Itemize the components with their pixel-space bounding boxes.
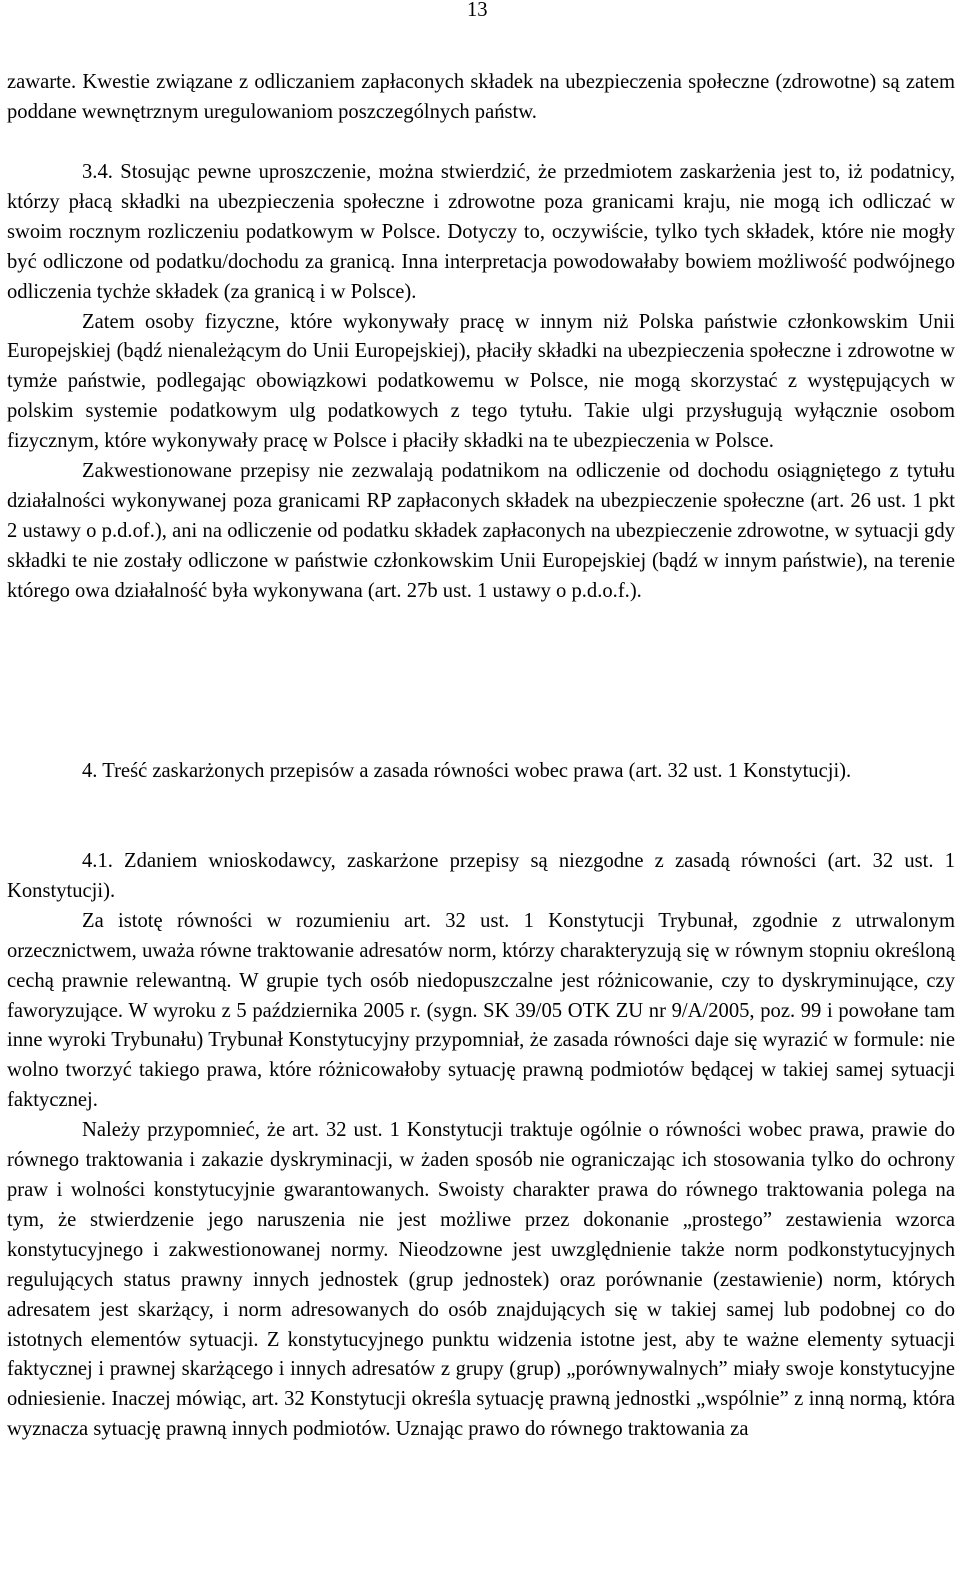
paragraph-3-4: 3.4. Stosując pewne uproszczenie, można stwierdzić, że przedmiotem zaskarżenia jest to, iż podatnicy, którzy płacą składki na ubezpieczenia społeczne i zdrowotne poza granicami kraju, nie mogą ich odliczać w swoim rocznym rozliczeniu podatkowym w Polsce. Dotyczy to, oczywiście, tylko tych składek, które nie mogły być odliczone od podatku/dochodu za granicą. Inna interpretacja powodowałaby bowiem możliwość podwójnego odliczenia tychże składek (za granicą i w Polsce). (7, 161, 955, 303)
paragraph-continuation: zawarte. Kwestie związane z odliczaniem zapłaconych składek na ubezpieczenia społeczne (zdrowotne) są zatem poddane wewnętrznym uregulowaniom poszczególnych państw. (7, 71, 955, 123)
section-heading-4: 4. Treść zaskarżonych przepisów a zasada równości wobec prawa (art. 32 ust. 1 Konstytucji). (82, 760, 852, 782)
paragraph-istota-rownosci: Za istotę równości w rozumieniu art. 32 ust. 1 Konstytucji Trybunał, zgodnie z utrwalonym orzecznictwem, uważa równe traktowanie adresatów norm, którzy charakteryzują się w równym stopniu określoną cechą prawnie relewantną. W grupie tych osób niedopuszczalne jest różnicowanie, czy to dyskryminujące, czy faworyzujące. W wyroku z 5 października 2005 r. (sygn. SK 39/05 OTK ZU nr 9/A/2005, poz. 99 i powołane tam inne wyroki Trybunału) Trybunał Konstytucyjny przypomniał, że zasada równości daje się wyrazić w formule: nie wolno tworzyć takiego prawa, które różnicowałoby sytuację prawną podmiotów będącej w takiej samej sytuacji faktycznej. (7, 909, 955, 1112)
text-block-4 (7, 847, 955, 1445)
text-block-1 (7, 68, 955, 128)
paragraph-nalezy-przypomniec: Należy przypomnieć, że art. 32 ust. 1 Konstytucji traktuje ogólnie o równości wobec prawa, prawie do równego traktowania i zakazie dyskryminacji, w żaden sposób nie ograniczając ich stosowania tylko do ochrony praw i wolności konstytucyjnie gwarantowanych. Swoisty charakter prawa do równego traktowania polega na tym, że stwierdzenie jego naruszenia nie jest możliwe przez dokonanie „prostego” zestawienia wzorca konstytucyjnego i zakwestionowanej normy. Nieodzowne jest uwzględnienie także norm podkonstytucyjnych regulujących status prawny innych jednostek (grup jednostek) oraz porównanie (zestawienie) norm, których adresatem jest skarżący, i norm adresowanych do osób znajdujących się w takiej samej lub podobnej co do istotnych elementów sytuacji. Z konstytucyjnego punktu widzenia istotne jest, aby te ważne elementy sytuacji faktycznej i prawnej skarżącego i innych adresatów z grupy (grup) „porównywalnych” miały swoje konstytucyjne odniesienie. Inaczej mówiąc, art. 32 Konstytucji określa sytuację prawną jednostki „wspólnie” z inną normą, która wyznacza sytuację prawną innych podmiotów. Uznając prawo do równego traktowania za (7, 1119, 955, 1441)
paragraph-zakwestionowane-przepisy: Zakwestionowane przepisy nie zezwalają podatnikom na odliczenie od dochodu osiągniętego z tytułu działalności wykonywanej poza granicami RP zapłaconych składek na ubezpieczenie społeczne (art. 26 ust. 1 pkt 2 ustawy o p.d.of.), ani na odliczenie od podatku składek zapłaconych na ubezpieczenie zdrowotne, w sytuacji gdy składki te nie zostały odliczone w państwie członkowskim Unii Europejskiej (bądź w innym państwie), na terenie którego owa działalność była wykonywana (art. 27b ust. 1 ustawy o p.d.o.f.). (7, 460, 955, 602)
paragraph-osoby-fizyczne: Zatem osoby fizyczne, które wykonywały pracę w innym niż Polska państwie członkowskim Unii Europejskiej (bądź nienależącym do Unii Europejskiej), płaciły składki na ubezpieczenia społeczne i zdrowotne w tymże państwie, podlegając obowiązkowi podatkowemu w Polsce, nie mogą skorzystać z występujących w polskim systemie podatkowym ulg podatkowych z tego tytułu. Takie ulgi przysługują wyłącznie osobom fizycznym, które wykonywały pracę w Polsce i płaciły składki na te ubezpieczenia w Polsce. (7, 310, 955, 453)
text-block-3 (7, 757, 955, 787)
paragraph-4-1: 4.1. Zdaniem wnioskodawcy, zaskarżone przepisy są niezgodne z zasadą równości (art. 32 ust. 1 Konstytucji). (7, 850, 955, 902)
text-block-2 (7, 158, 955, 607)
page-number: 13 (467, 0, 488, 21)
